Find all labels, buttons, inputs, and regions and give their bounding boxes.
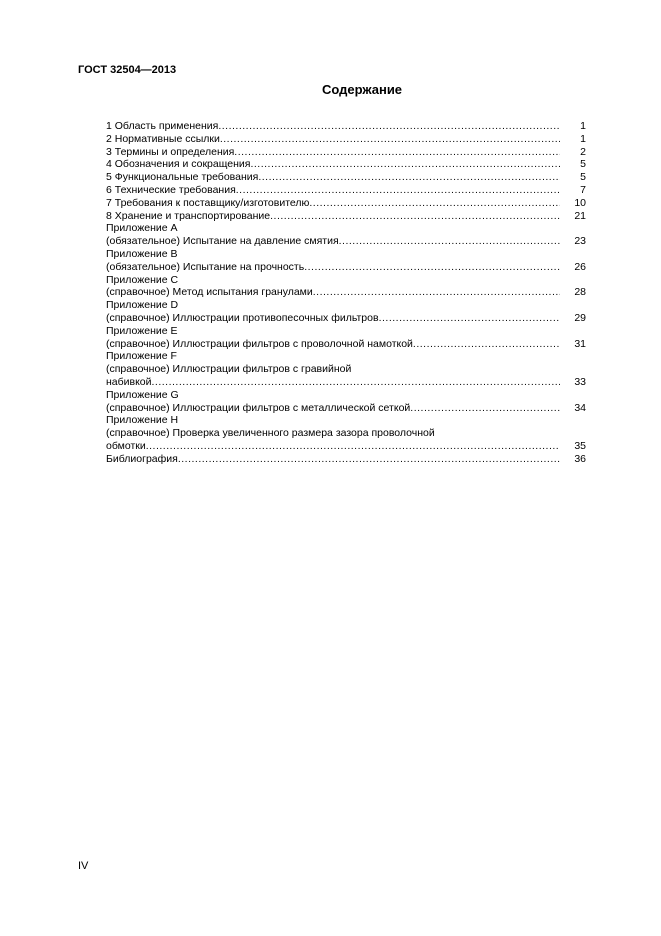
appendix-heading: Приложение G bbox=[106, 388, 179, 401]
toc-entry-page: 5 bbox=[580, 171, 586, 184]
toc-entry-page: 1 bbox=[580, 120, 586, 132]
toc-entry-line: (справочное) Проверка увеличенного размера зазора проволочной bbox=[106, 427, 435, 440]
toc-leader bbox=[313, 286, 560, 299]
appendix-heading: Приложение В bbox=[106, 247, 178, 260]
toc-entry bbox=[106, 235, 586, 248]
toc-entry-text: Библиография bbox=[106, 452, 178, 465]
toc-entry bbox=[106, 171, 586, 184]
toc-entry-page: 28 bbox=[574, 286, 586, 299]
toc-entry-page: 7 bbox=[580, 183, 586, 196]
toc-entry bbox=[106, 453, 586, 466]
toc-entry bbox=[106, 158, 586, 171]
toc-entry-text: 6 Технические требования bbox=[106, 183, 236, 196]
toc-entry-page: 26 bbox=[574, 260, 586, 273]
appendix-heading: Приложение F bbox=[106, 350, 177, 363]
toc-leader bbox=[379, 312, 560, 325]
toc-entry-text: 5 Функциональные требования bbox=[106, 171, 259, 184]
toc-entry-text: (обязательное) Испытание на давление смятия bbox=[106, 235, 339, 248]
toc-entry-page: 36 bbox=[574, 452, 586, 465]
toc-entry-page: 31 bbox=[574, 337, 586, 350]
toc-entry-page: 1 bbox=[580, 132, 586, 145]
toc-entry-text: 1 Область применения bbox=[106, 120, 219, 132]
toc-entry-page: 33 bbox=[574, 375, 586, 388]
toc-entry bbox=[106, 261, 586, 274]
toc-entry bbox=[106, 312, 586, 325]
appendix-heading: Приложение С bbox=[106, 273, 179, 286]
toc-entry-text: 2 Нормативные ссылки bbox=[106, 132, 220, 145]
toc-leader bbox=[410, 402, 560, 415]
toc-leader bbox=[178, 453, 560, 466]
toc-entry-page: 34 bbox=[574, 401, 586, 414]
document-header: ГОСТ 32504—2013 bbox=[78, 64, 177, 76]
toc-entry-page: 2 bbox=[580, 145, 586, 158]
toc-entry bbox=[106, 210, 586, 223]
table-of-contents bbox=[106, 120, 586, 466]
toc-leader bbox=[309, 197, 560, 210]
toc-entry bbox=[106, 120, 586, 133]
toc-entry-page: 21 bbox=[574, 209, 586, 222]
toc-leader bbox=[234, 146, 560, 159]
toc-entry-text: обмотки bbox=[106, 439, 146, 452]
toc-leader bbox=[146, 440, 560, 453]
page-number: IV bbox=[78, 860, 89, 872]
toc-entry-text: набивкой bbox=[106, 375, 152, 388]
toc-entry-text: 3 Термины и определения bbox=[106, 145, 235, 158]
toc-entry-text: (справочное) Метод испытания гранулами bbox=[106, 286, 313, 299]
toc-leader bbox=[220, 133, 560, 146]
toc-entry bbox=[106, 133, 586, 146]
appendix-heading: Приложение D bbox=[106, 299, 179, 312]
toc-entry-page: 23 bbox=[574, 235, 586, 248]
toc-entry bbox=[106, 146, 586, 159]
toc-leader bbox=[152, 376, 560, 389]
toc-leader bbox=[258, 171, 560, 184]
toc-entry-text: (справочное) Иллюстрации фильтров с проволочной намоткой bbox=[106, 337, 413, 350]
toc-entry bbox=[106, 440, 586, 453]
toc-entry-text: (обязательное) Испытание на прочность bbox=[106, 260, 305, 273]
toc-entry-page: 35 bbox=[574, 439, 586, 452]
appendix-heading: Приложение Е bbox=[106, 324, 178, 337]
toc-leader bbox=[339, 235, 560, 248]
toc-leader bbox=[270, 210, 560, 223]
appendix-heading: Приложение Н bbox=[106, 414, 179, 427]
toc-entry bbox=[106, 376, 586, 389]
appendix-heading: Приложение А bbox=[106, 222, 178, 235]
toc-entry-page: 5 bbox=[580, 158, 586, 171]
toc-leader bbox=[250, 158, 560, 171]
toc-entry bbox=[106, 338, 586, 351]
toc-leader bbox=[236, 184, 560, 197]
toc-entry-page: 29 bbox=[574, 311, 586, 324]
toc-entry-line: (справочное) Иллюстрации фильтров с гравийной bbox=[106, 363, 352, 376]
toc-entry bbox=[106, 184, 586, 197]
toc-entry-text: 4 Обозначения и сокращения bbox=[106, 158, 251, 171]
toc-entry bbox=[106, 286, 586, 299]
toc-entry-page: 10 bbox=[574, 196, 586, 209]
toc-leader bbox=[218, 120, 560, 133]
toc-leader bbox=[413, 338, 560, 351]
toc-entry-text: (справочное) Иллюстрации противопесочных фильтров bbox=[106, 311, 379, 324]
toc-leader bbox=[304, 261, 560, 274]
toc-entry-text: 8 Хранение и транспортирование bbox=[106, 209, 271, 222]
toc-entry bbox=[106, 402, 586, 415]
toc-entry-text: (справочное) Иллюстрации фильтров с металлической сеткой bbox=[106, 401, 411, 414]
toc-entry bbox=[106, 197, 586, 210]
toc-entry-text: 7 Требования к поставщику/изготовителю bbox=[106, 196, 310, 209]
page-title: Содержание bbox=[321, 82, 403, 97]
